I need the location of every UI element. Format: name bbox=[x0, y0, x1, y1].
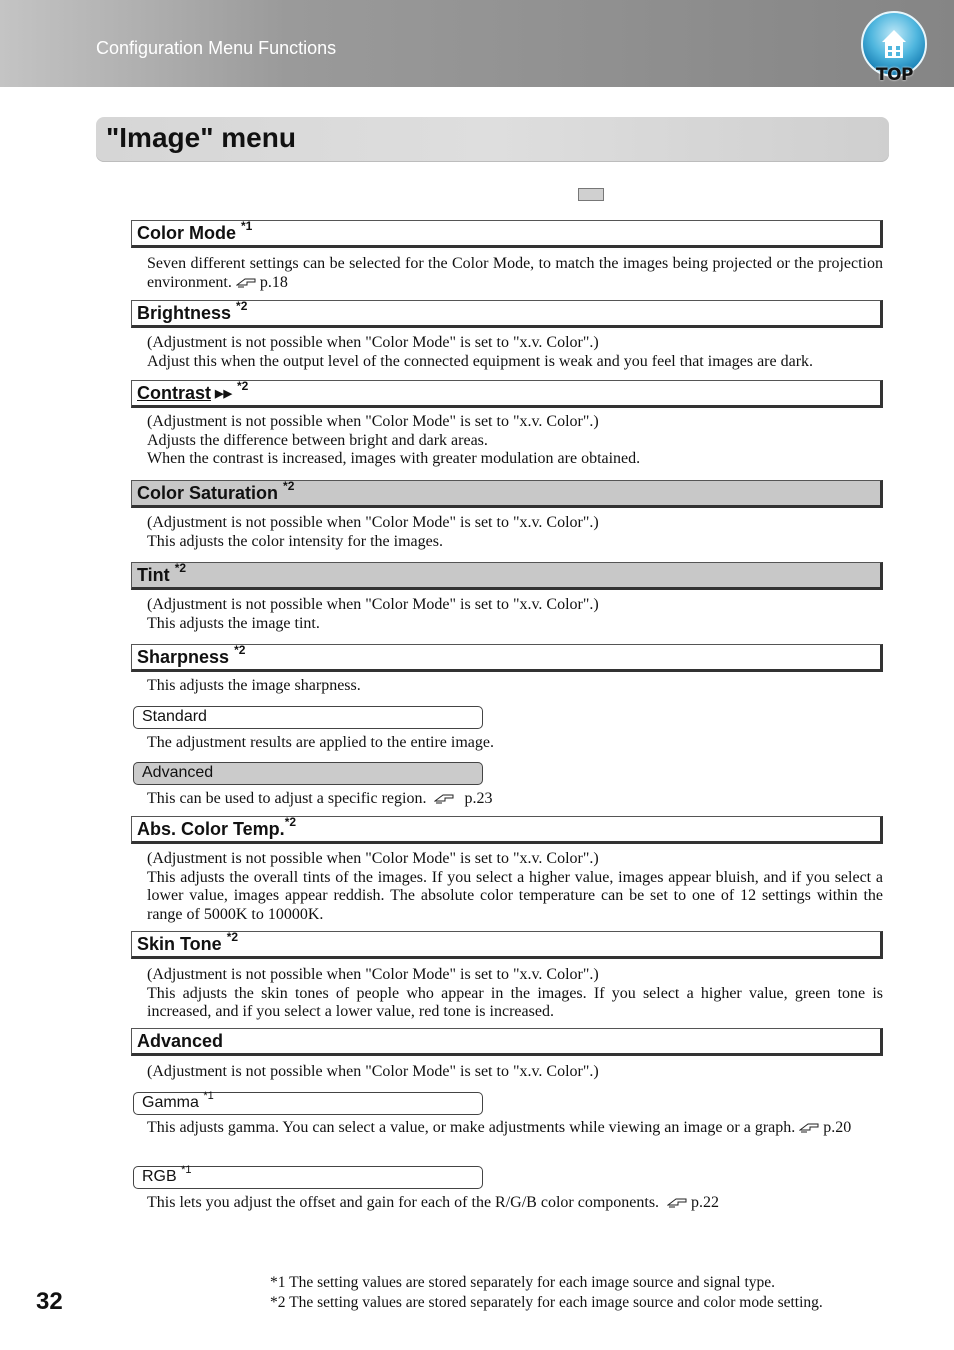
section-title: Tint bbox=[137, 565, 170, 585]
subitem-gamma: Gamma $^{*1}$ bbox=[133, 1092, 483, 1115]
section-title: Abs. Color Temp. bbox=[137, 819, 285, 839]
subitem-advanced: Advanced bbox=[133, 762, 483, 785]
page-title: "Image" menu bbox=[106, 122, 296, 153]
section-text: (Adjustment is not possible when "Color Mode" is set to "x.v. Color".) This adjusts the image tint. bbox=[147, 596, 599, 632]
section-title: Color Saturation bbox=[137, 483, 279, 503]
page-reference-icon[interactable] bbox=[799, 1120, 819, 1132]
section-text: (Adjustment is not possible when "Color Mode" is set to "x.v. Color".) This adjusts the color intensity for the images. bbox=[147, 514, 599, 550]
subitem-text: This can be used to adjust a specific region. p.23 bbox=[147, 790, 493, 807]
section-text: This adjusts the image sharpness. bbox=[147, 677, 361, 694]
page-reference[interactable]: p.20 bbox=[823, 1119, 852, 1136]
section-color-saturation bbox=[131, 480, 883, 508]
section-text: Seven different settings can be selected for the Color Mode, to match the images being projected or the projection environment. p.18 bbox=[147, 255, 883, 291]
footnote-marker: *2 bbox=[236, 299, 248, 313]
footnote-2: *2 The setting values are stored separately for each image source and color mode setting. bbox=[270, 1294, 823, 1311]
section-text: (Adjustment is not possible when "Color Mode" is set to "x.v. Color".) Adjusts the difference between bright and dark areas. When the contrast is increased, images with greater modulation are obtained. bbox=[147, 413, 641, 467]
section-title: Color Mode bbox=[137, 223, 236, 243]
section-color-mode bbox=[131, 220, 883, 248]
glossary-link[interactable]: Contrast bbox=[137, 383, 212, 403]
section-text: (Adjustment is not possible when "Color Mode" is set to "x.v. Color".) bbox=[147, 1063, 599, 1080]
top-label: TOP bbox=[876, 65, 914, 85]
section-contrast bbox=[131, 380, 883, 408]
breadcrumb: Configuration Menu Functions bbox=[96, 38, 337, 58]
section-tint bbox=[131, 562, 883, 590]
page-number: 32 bbox=[36, 1288, 63, 1315]
subitem-text: This adjusts gamma. You can select a value, or make adjustments while viewing an image or a graph. p.20 bbox=[147, 1119, 852, 1136]
footnote-marker: *1 bbox=[181, 1164, 192, 1176]
page-reference[interactable]: p.22 bbox=[691, 1194, 720, 1211]
page-reference-icon[interactable] bbox=[434, 791, 454, 803]
page-reference[interactable]: p.23 bbox=[464, 790, 493, 807]
section-title: Skin Tone bbox=[137, 934, 222, 954]
section-title: Sharpness bbox=[137, 647, 230, 667]
footnote-1: *1 The setting values are stored separately for each image source and signal type. bbox=[270, 1274, 775, 1291]
footnote-marker: *2 bbox=[284, 815, 297, 829]
subitem-text: This lets you adjust the offset and gain for each of the R/G/B color components. p.22 bbox=[147, 1194, 720, 1211]
section-text: (Adjustment is not possible when "Color Mode" is set to "x.v. Color".) This adjusts the skin tones of people who appear in the images. If you select a higher value, green tone is increased, and if you select a lower value, red tone is increased. bbox=[147, 966, 883, 1020]
section-advanced bbox=[131, 1028, 883, 1056]
section-title: Brightness bbox=[137, 303, 232, 323]
subitem-standard: Standard bbox=[133, 706, 483, 729]
page-title-banner bbox=[96, 117, 889, 162]
section-text: (Adjustment is not possible when "Color Mode" is set to "x.v. Color".) This adjusts the overall tints of the images. If you select a higher value, images appear bluish, and if you select a lower value, images appear reddish. The absolute color temperature can be set to one of 12 settings within the range of 5000K to 10000K. bbox=[147, 850, 883, 923]
section-skin-tone bbox=[131, 931, 883, 959]
footnote-marker: *2 bbox=[174, 561, 187, 575]
section-brightness bbox=[131, 300, 883, 328]
footnote-marker: *1 bbox=[241, 219, 253, 233]
footnote-marker: *2 bbox=[283, 479, 295, 493]
menu-indicator-box bbox=[578, 188, 604, 201]
top-link[interactable] bbox=[858, 10, 930, 84]
footnote-marker: *2 bbox=[234, 643, 246, 657]
page-reference[interactable]: p.18 bbox=[259, 273, 288, 291]
page-reference-icon[interactable] bbox=[236, 275, 256, 287]
subitem-rgb: RGB $^{*1}$ bbox=[133, 1166, 483, 1189]
section-text: (Adjustment is not possible when "Color Mode" is set to "x.v. Color".) Adjust this when the output level of the connected equipment is weak and you feel that images are dark. bbox=[147, 334, 814, 370]
section-abs-color-temp bbox=[131, 816, 883, 844]
footnote-marker: *2 bbox=[226, 930, 239, 944]
header-bar bbox=[0, 0, 954, 87]
section-title: Advanced bbox=[137, 1031, 224, 1051]
subitem-text: The adjustment results are applied to the entire image. bbox=[147, 734, 494, 751]
section-sharpness bbox=[131, 644, 883, 672]
page-reference-icon[interactable] bbox=[667, 1195, 687, 1207]
footnote-marker: *2 bbox=[236, 379, 249, 393]
footnote-marker: *1 bbox=[203, 1090, 214, 1102]
glossary-arrow-icon: ▶▶ bbox=[215, 388, 232, 400]
